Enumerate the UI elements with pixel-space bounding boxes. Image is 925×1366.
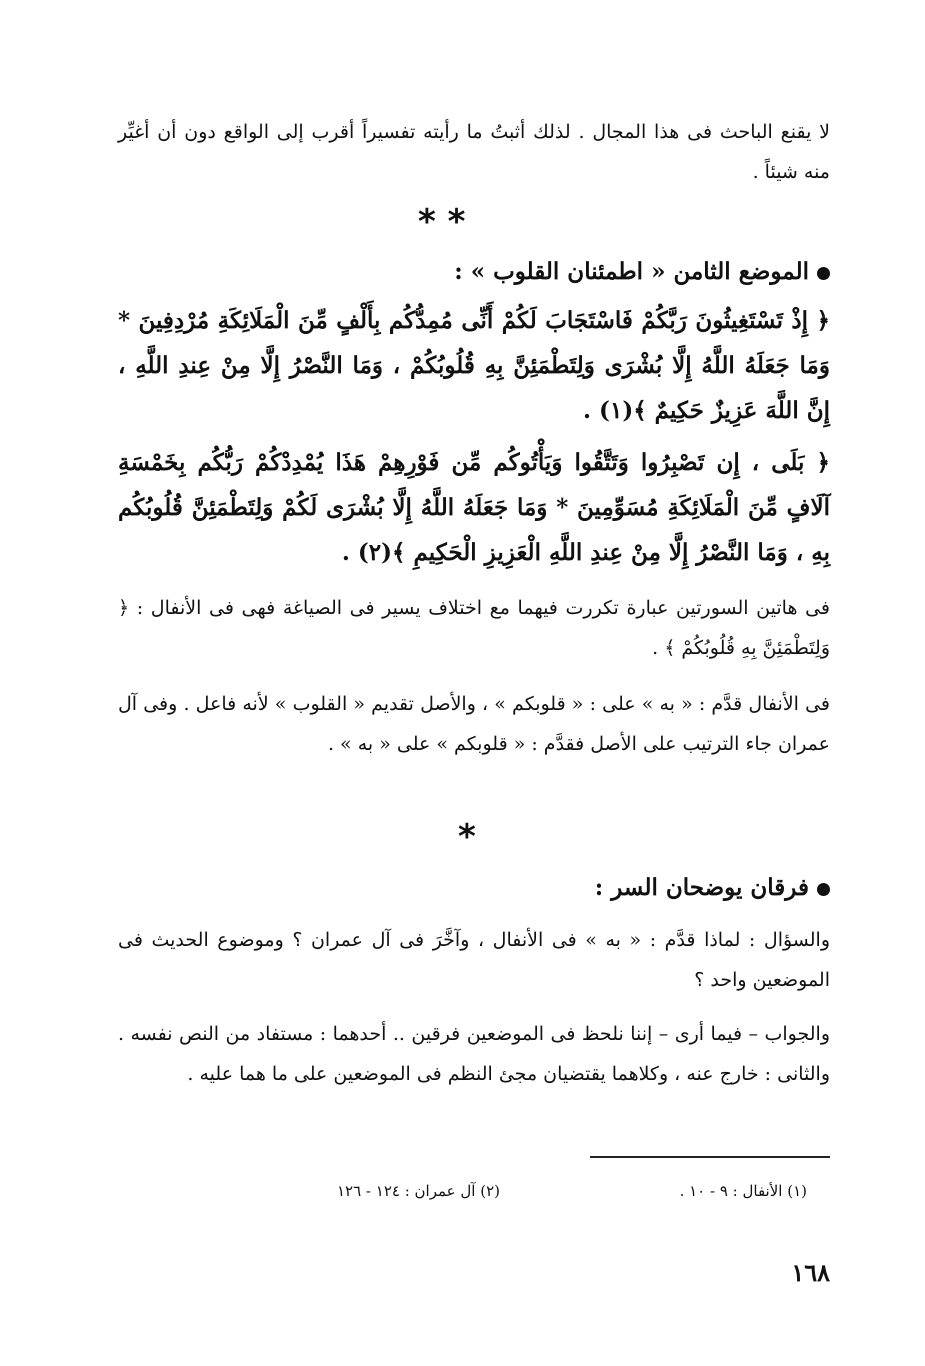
repetition-note-paragraph: فى هاتين السورتين عبارة تكررت فيهما مع اختلاف يسير فى الصياغة فهى فى الأنفال : ﴿ وَلِتَطْمَئِنَّ بِهِ قُلُوبُكُمْ ﴾ .: [118, 597, 830, 659]
section-eight-heading-text: الموضع الثامن « اطمئنان القلوب » :: [454, 258, 809, 285]
differences-heading-text: فرقان يوضحان السر :: [594, 874, 809, 901]
word-order-paragraph: فى الأنفال قدَّم : « به » على : « قلوبكم » ، والأصل تقديم « القلوب » لأنه فاعل . وفى آل عمران جاء الترتيب على الأصل فقدَّم : « قلوبكم » على « به » .: [118, 693, 830, 755]
section-eight-heading: [118, 252, 830, 292]
footnote-divider: [590, 1156, 830, 1158]
intro-paragraph: لا يقنع الباحث فى هذا المجال . لذلك أثبتُ ما رأيته تفسيراً أقرب إلى الواقع دون أن أغيِّر منه شيئاً .: [118, 121, 830, 183]
quran-verse-anfal: ﴿ إِذْ تَسْتَغِيثُونَ رَبَّكُمْ فَاسْتَجَابَ لَكُمْ أَنِّى مُمِدُّكُم بِأَلْفٍ مِّنَ الْمَلَائِكَةِ مُرْدِفِينَ * وَمَا جَعَلَهُ اللَّهُ إِلَّا بُشْرَى وَلِتَطْمَئِنَّ بِهِ قُلُوبُكُمْ ، وَمَا النَّصْرُ إِلَّا مِنْ عِندِ اللَّهِ ، إِنَّ اللَّهَ عَزِيزٌ حَكِيمٌ ﴾(١) .: [118, 307, 830, 424]
page-number: ١٦٨: [791, 1258, 830, 1287]
bullet-icon: [817, 883, 830, 896]
single-star-separator: *: [458, 817, 476, 857]
answer-paragraph: والجواب – فيما أرى – إننا نلحظ فى الموضعين فرقين .. أحدهما : مستفاد من النص نفسه . والثانى : خارج عنه ، وكلاهما يقتضيان مجئ النظم فى الموضعين على ما هما عليه .: [118, 1023, 830, 1085]
differences-heading: [118, 868, 830, 908]
footnote-one: (١) الأنفال : ٩ - ١٠ .: [679, 1182, 807, 1200]
bullet-icon: [817, 267, 830, 280]
double-star-separator: * *: [418, 202, 466, 242]
footnote-two: (٢) آل عمران : ١٢٤ - ١٢٦: [336, 1182, 500, 1200]
quran-verse-al-imran: ﴿ بَلَى ، إِن تَصْبِرُوا وَتَتَّقُوا وَيَأْتُوكُم مِّن فَوْرِهِمْ هَذَا يُمْدِدْكُمْ رَبُّكُم بِخَمْسَةِ آلَافٍ مِّنَ الْمَلَائِكَةِ مُسَوِّمِينَ * وَمَا جَعَلَهُ اللَّهُ إِلَّا بُشْرَى لَكُمْ وَلِتَطْمَئِنَّ قُلُوبُكُم بِهِ ، وَمَا النَّصْرُ إِلَّا مِنْ عِندِ اللَّهِ الْعَزِيزِ الْحَكِيمِ ﴾(٢) .: [118, 449, 830, 566]
question-paragraph: والسؤال : لماذا قدَّم : « به » فى الأنفال ، وآخَّرَ فى آل عمران ؟ وموضوع الحديث فى الموضعين واحد ؟: [118, 929, 830, 991]
